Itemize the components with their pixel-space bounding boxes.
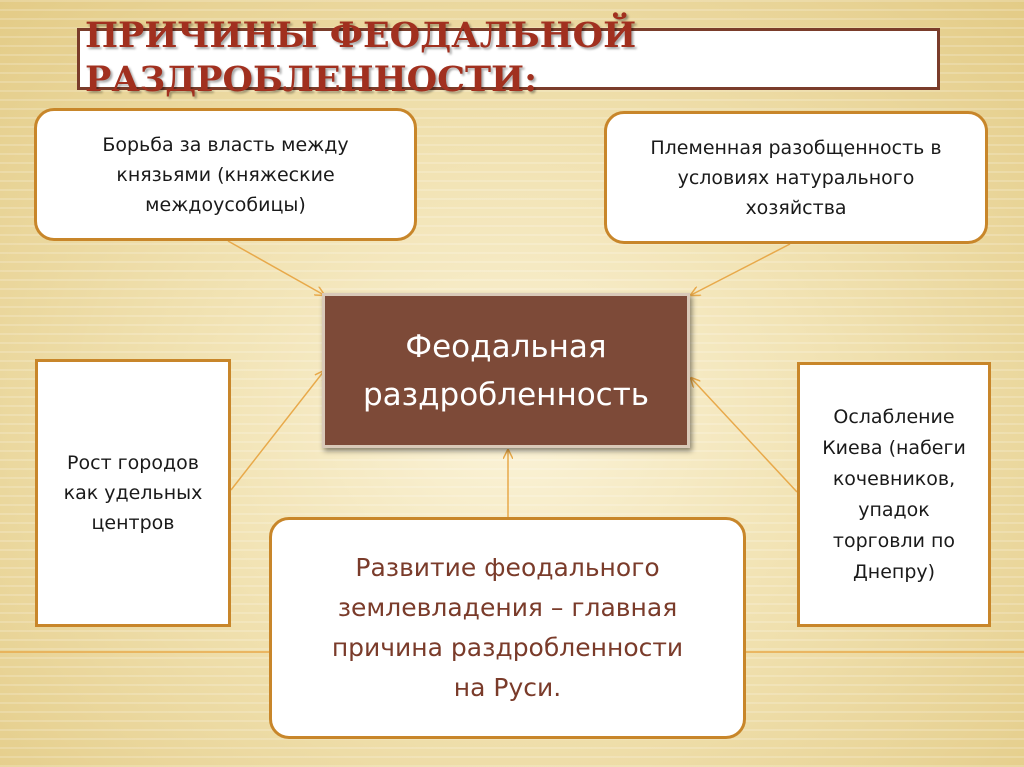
page-title <box>85 14 705 102</box>
cause-text-line: кочевников, <box>832 467 956 490</box>
cause-text-line: центров <box>91 512 175 534</box>
cause-box-weakening-of-kiev <box>797 362 991 627</box>
cause-text-line: торговли по <box>832 529 956 552</box>
central-node-line-1: Феодальная <box>405 328 607 365</box>
cause-text-line: Борьба за власть между <box>102 133 349 156</box>
page-title-line-1: ПРИЧИНЫ ФЕОДАЛЬНОЙ <box>85 15 637 56</box>
cause-box-tribal-disunity <box>604 111 988 244</box>
cause-box-growth-of-cities <box>35 359 231 627</box>
arrow-top-left <box>228 241 324 295</box>
cause-text-line: междоусобицы) <box>145 193 306 216</box>
cause-text-line: Племенная разобщенность в <box>650 136 942 159</box>
cause-text-line: Ослабление <box>833 405 955 428</box>
cause-text-line: причина раздробленности <box>331 633 684 662</box>
page-title-line-2: РАЗДРОБЛЕННОСТИ: <box>85 59 538 100</box>
cause-text-line: на Руси. <box>453 673 562 702</box>
cause-text-line: как удельных <box>63 482 203 504</box>
cause-text-line: упадок <box>858 498 930 521</box>
cause-text-line: условиях натурального <box>677 166 915 189</box>
arrow-top-right <box>691 244 790 295</box>
cause-box-feudal-landownership <box>269 517 746 739</box>
cause-text-line: хозяйства <box>745 196 847 219</box>
arrow-right <box>691 378 797 492</box>
central-node-feudal-fragmentation <box>322 293 690 448</box>
cause-text-line: Развитие феодального <box>355 553 660 582</box>
cause-text-line: Днепру) <box>852 560 936 583</box>
arrow-left <box>231 371 324 490</box>
cause-text-line: Киева (набеги <box>822 436 966 459</box>
cause-text-line: князьями (княжеские <box>116 163 335 186</box>
cause-text-line: Рост городов <box>67 452 199 474</box>
cause-box-princely-feuds <box>34 108 417 241</box>
cause-text-line: землевладения – главная <box>337 593 678 622</box>
central-node-line-2: раздробленность <box>362 376 650 413</box>
